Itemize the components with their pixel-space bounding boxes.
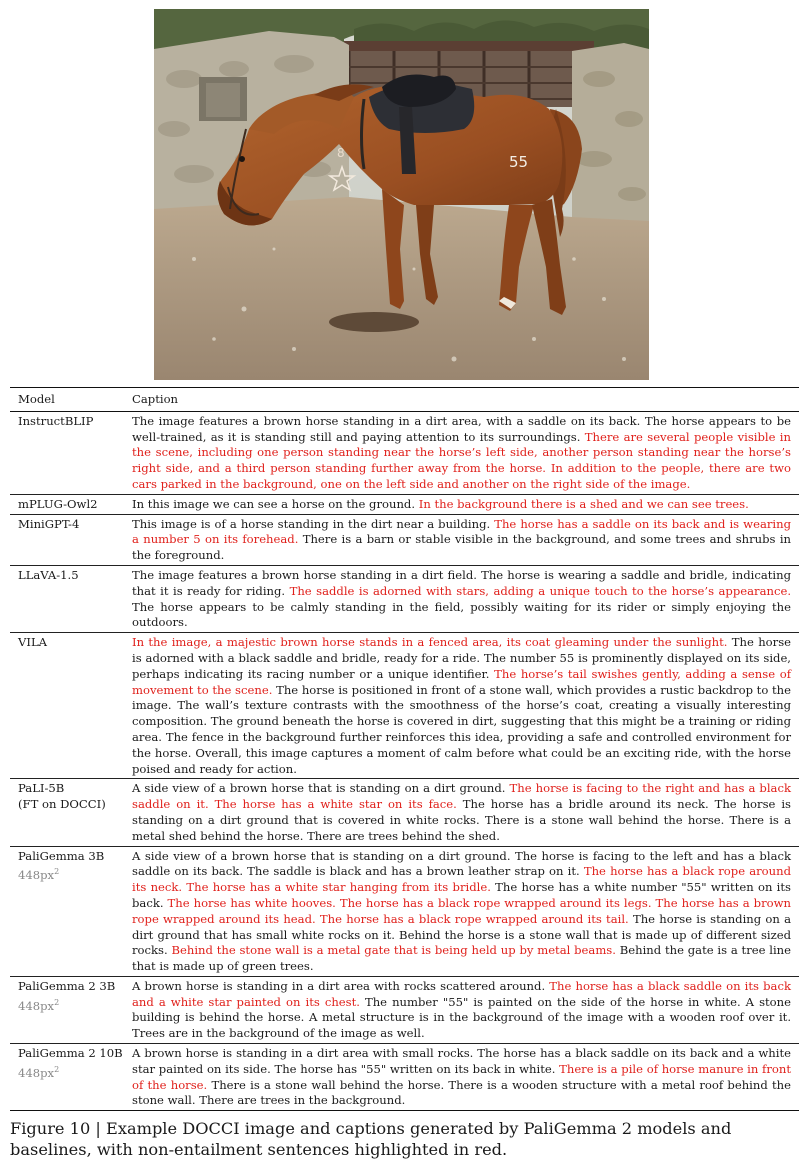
caption-sentence: There is a barn or stable visible in the background, and some trees and shrubs in the foreground. bbox=[132, 532, 791, 563]
caption-text bbox=[132, 633, 799, 779]
model-label: PaliGemma 3B bbox=[18, 848, 105, 863]
manure-pile bbox=[329, 312, 419, 332]
caption-text bbox=[132, 1044, 799, 1111]
non-entailment-sentence: In the image, a majestic brown horse stands in a fenced area, its coat gleaming under the sunlight. bbox=[132, 635, 728, 650]
caption-sentence: The horse is standing on a dirt ground that has small white rocks on it. Behind the horse is a stone wall that is made up of different sized rocks. bbox=[132, 911, 791, 958]
table-header-row bbox=[10, 388, 799, 412]
header-caption: Caption bbox=[132, 392, 179, 406]
caption-sentence: The image features a brown horse standing in a dirt field. The horse is wearing a saddle and bridle, indicating that it is ready for riding. bbox=[132, 567, 791, 598]
model-name bbox=[10, 565, 132, 632]
table-row bbox=[10, 1044, 799, 1111]
non-entailment-sentence: The horse has a black rope around its neck. The horse has a white star hanging from its bridle. bbox=[132, 864, 791, 895]
caption-text bbox=[132, 514, 799, 565]
caption-sentence: In this image we can see a horse on the ground. bbox=[132, 496, 419, 511]
non-entailment-sentence: In the background there is a shed and we can see trees. bbox=[418, 496, 749, 511]
caption-sentence: The horse appears to be calmly standing in the field, possibly waiting for its rider or simply enjoying the outdoors. bbox=[132, 599, 791, 630]
model-resolution: $448px^2$ bbox=[18, 1064, 60, 1080]
table-row bbox=[10, 565, 799, 632]
model-label: PaLI-5B bbox=[18, 781, 65, 796]
model-name bbox=[10, 779, 132, 846]
caption-sentence: The image features a brown horse standing in a dirt area, with a saddle on its back. The horse appears to be well-trained, as it is standing still and paying attention to its surroundings. bbox=[132, 413, 791, 444]
caption-sentence: A side view of a brown horse that is standing on a dirt ground. The horse is facing to the left and has a black saddle on its back. The saddle is black and has a brown leather strap on it. bbox=[132, 848, 791, 879]
non-entailment-sentence: There is a pile of horse manure in front of the horse. bbox=[132, 1061, 791, 1092]
model-label-detail: (FT on DOCCI) bbox=[18, 797, 106, 812]
caption-sentence: Behind the gate is a tree line that is made up of green trees. bbox=[132, 943, 791, 974]
caption-sentence: The horse has a bridle around its neck. The horse is standing on a dirt ground that is covered in white rocks. There is a stone wall behind the horse. There is a metal shed behind the horse. There are trees behind the shed. bbox=[132, 797, 791, 843]
table-row bbox=[10, 779, 799, 846]
model-resolution: $448px^2$ bbox=[18, 997, 60, 1013]
non-entailment-sentence: There are several people visible in the scene, including one person standing near the horse’s left side, another person standing near the horse’s right side, and a third person standing further away from the horse. In addition to the people, there are two cars parked in the background, one on the left side and another on the right side of the image. bbox=[132, 429, 791, 491]
non-entailment-sentence: The horse has a black saddle on its back and a white star painted on its chest. bbox=[132, 978, 791, 1009]
model-name bbox=[10, 633, 132, 779]
model-label: mPLUG-Owl2 bbox=[18, 496, 98, 511]
caption-sentence: There is a stone wall behind the horse. There is a wooden structure with a metal roof behind the stone wall. There are trees in the background. bbox=[132, 1077, 791, 1108]
model-label: MiniGPT-4 bbox=[18, 516, 80, 531]
non-entailment-sentence: The horse has a saddle on its back and is wearing a number 5 on its forehead. bbox=[132, 516, 792, 547]
model-name bbox=[10, 846, 132, 976]
caption-text bbox=[132, 411, 799, 494]
table-row bbox=[10, 633, 799, 779]
caption-sentence: The horse is adorned with a black saddle and bridle, ready for a ride. The number 55 is prominently displayed on its side, perhaps indicating its racing number or a unique identifier. bbox=[132, 635, 792, 681]
model-name bbox=[10, 976, 132, 1043]
model-label: InstructBLIP bbox=[18, 413, 94, 428]
table-row bbox=[10, 976, 799, 1043]
non-entailment-sentence: The horse’s tail swishes gently, adding a sense of movement to the scene. bbox=[132, 666, 791, 697]
non-entailment-sentence: Behind the stone wall is a metal gate that is being held up by metal beams. bbox=[171, 943, 616, 958]
model-label: VILA bbox=[18, 635, 48, 650]
caption-text bbox=[132, 494, 799, 514]
caption-sentence: A side view of a brown horse that is standing on a dirt ground. bbox=[132, 781, 510, 796]
model-name bbox=[10, 411, 132, 494]
shoulder-number-8: 8 bbox=[337, 146, 345, 160]
caption-sentence: The horse has a white number "55" written on its back. bbox=[132, 880, 791, 910]
header-model: Model bbox=[18, 392, 55, 406]
caption-text bbox=[132, 846, 799, 976]
caption-text bbox=[132, 976, 799, 1043]
figure-caption: Figure 10 | Example DOCCI image and captions generated by PaliGemma 2 models and baselines, with non-entailment sentences highlighted in red. bbox=[10, 1119, 732, 1159]
captions-table bbox=[10, 387, 799, 1111]
caption-sentence: The horse is positioned in front of a stone wall, which provides a rustic backdrop to the image. The wall’s texture contrasts with the smoothness of the horse’s coat, creating a visually interesting composition. The ground beneath the horse is covered in dirt, suggesting that this might be a training or riding area. The fence in the background further reinforces this idea, providing a safe and controlled environment for the horse. Overall, this image captures a moment of calm before what could be an exciting ride, with the horse poised and ready for action. bbox=[132, 682, 791, 776]
caption-text bbox=[132, 779, 799, 846]
table-row bbox=[10, 514, 799, 565]
horse-number-55: 55 bbox=[509, 153, 529, 171]
table-row bbox=[10, 411, 799, 494]
caption-sentence: A brown horse is standing in a dirt area with small rocks. The horse has a black saddle on its back and a white star painted on its side. The horse has "55" written on its back in white. bbox=[132, 1046, 791, 1076]
non-entailment-sentence: The horse has white hooves. The horse has a black rope wrapped around its legs. The horse has a brown rope wrapped around its head. The horse has a black rope wrapped around its tail. bbox=[132, 895, 791, 926]
caption-sentence: The number "55" is painted on the side of the horse in white. A stone building is behind the horse. A metal structure is in the background of the image with a wooden roof over it. Trees are in the background of the image as well. bbox=[132, 994, 791, 1041]
table-row bbox=[10, 846, 799, 976]
caption-text bbox=[132, 565, 799, 632]
model-name bbox=[10, 494, 132, 514]
shed-roof bbox=[344, 41, 594, 51]
horse-photo bbox=[154, 9, 649, 380]
model-resolution: $448px^2$ bbox=[18, 867, 60, 883]
model-label: PaliGemma 2 10B bbox=[18, 1046, 123, 1061]
non-entailment-sentence: The saddle is adorned with stars, adding a unique touch to the horse’s appearance. bbox=[289, 583, 792, 598]
model-name bbox=[10, 1044, 132, 1111]
model-name bbox=[10, 514, 132, 565]
non-entailment-sentence: The horse is facing to the right and has a black saddle on it. The horse has a white star on its face. bbox=[132, 781, 791, 812]
model-label: LLaVA-1.5 bbox=[18, 567, 79, 582]
caption-sentence: A brown horse is standing in a dirt area with rocks scattered around. bbox=[132, 978, 550, 993]
caption-sentence: This image is of a horse standing in the dirt near a building. bbox=[132, 516, 495, 531]
model-label: PaliGemma 2 3B bbox=[18, 978, 116, 993]
table-row bbox=[10, 494, 799, 514]
